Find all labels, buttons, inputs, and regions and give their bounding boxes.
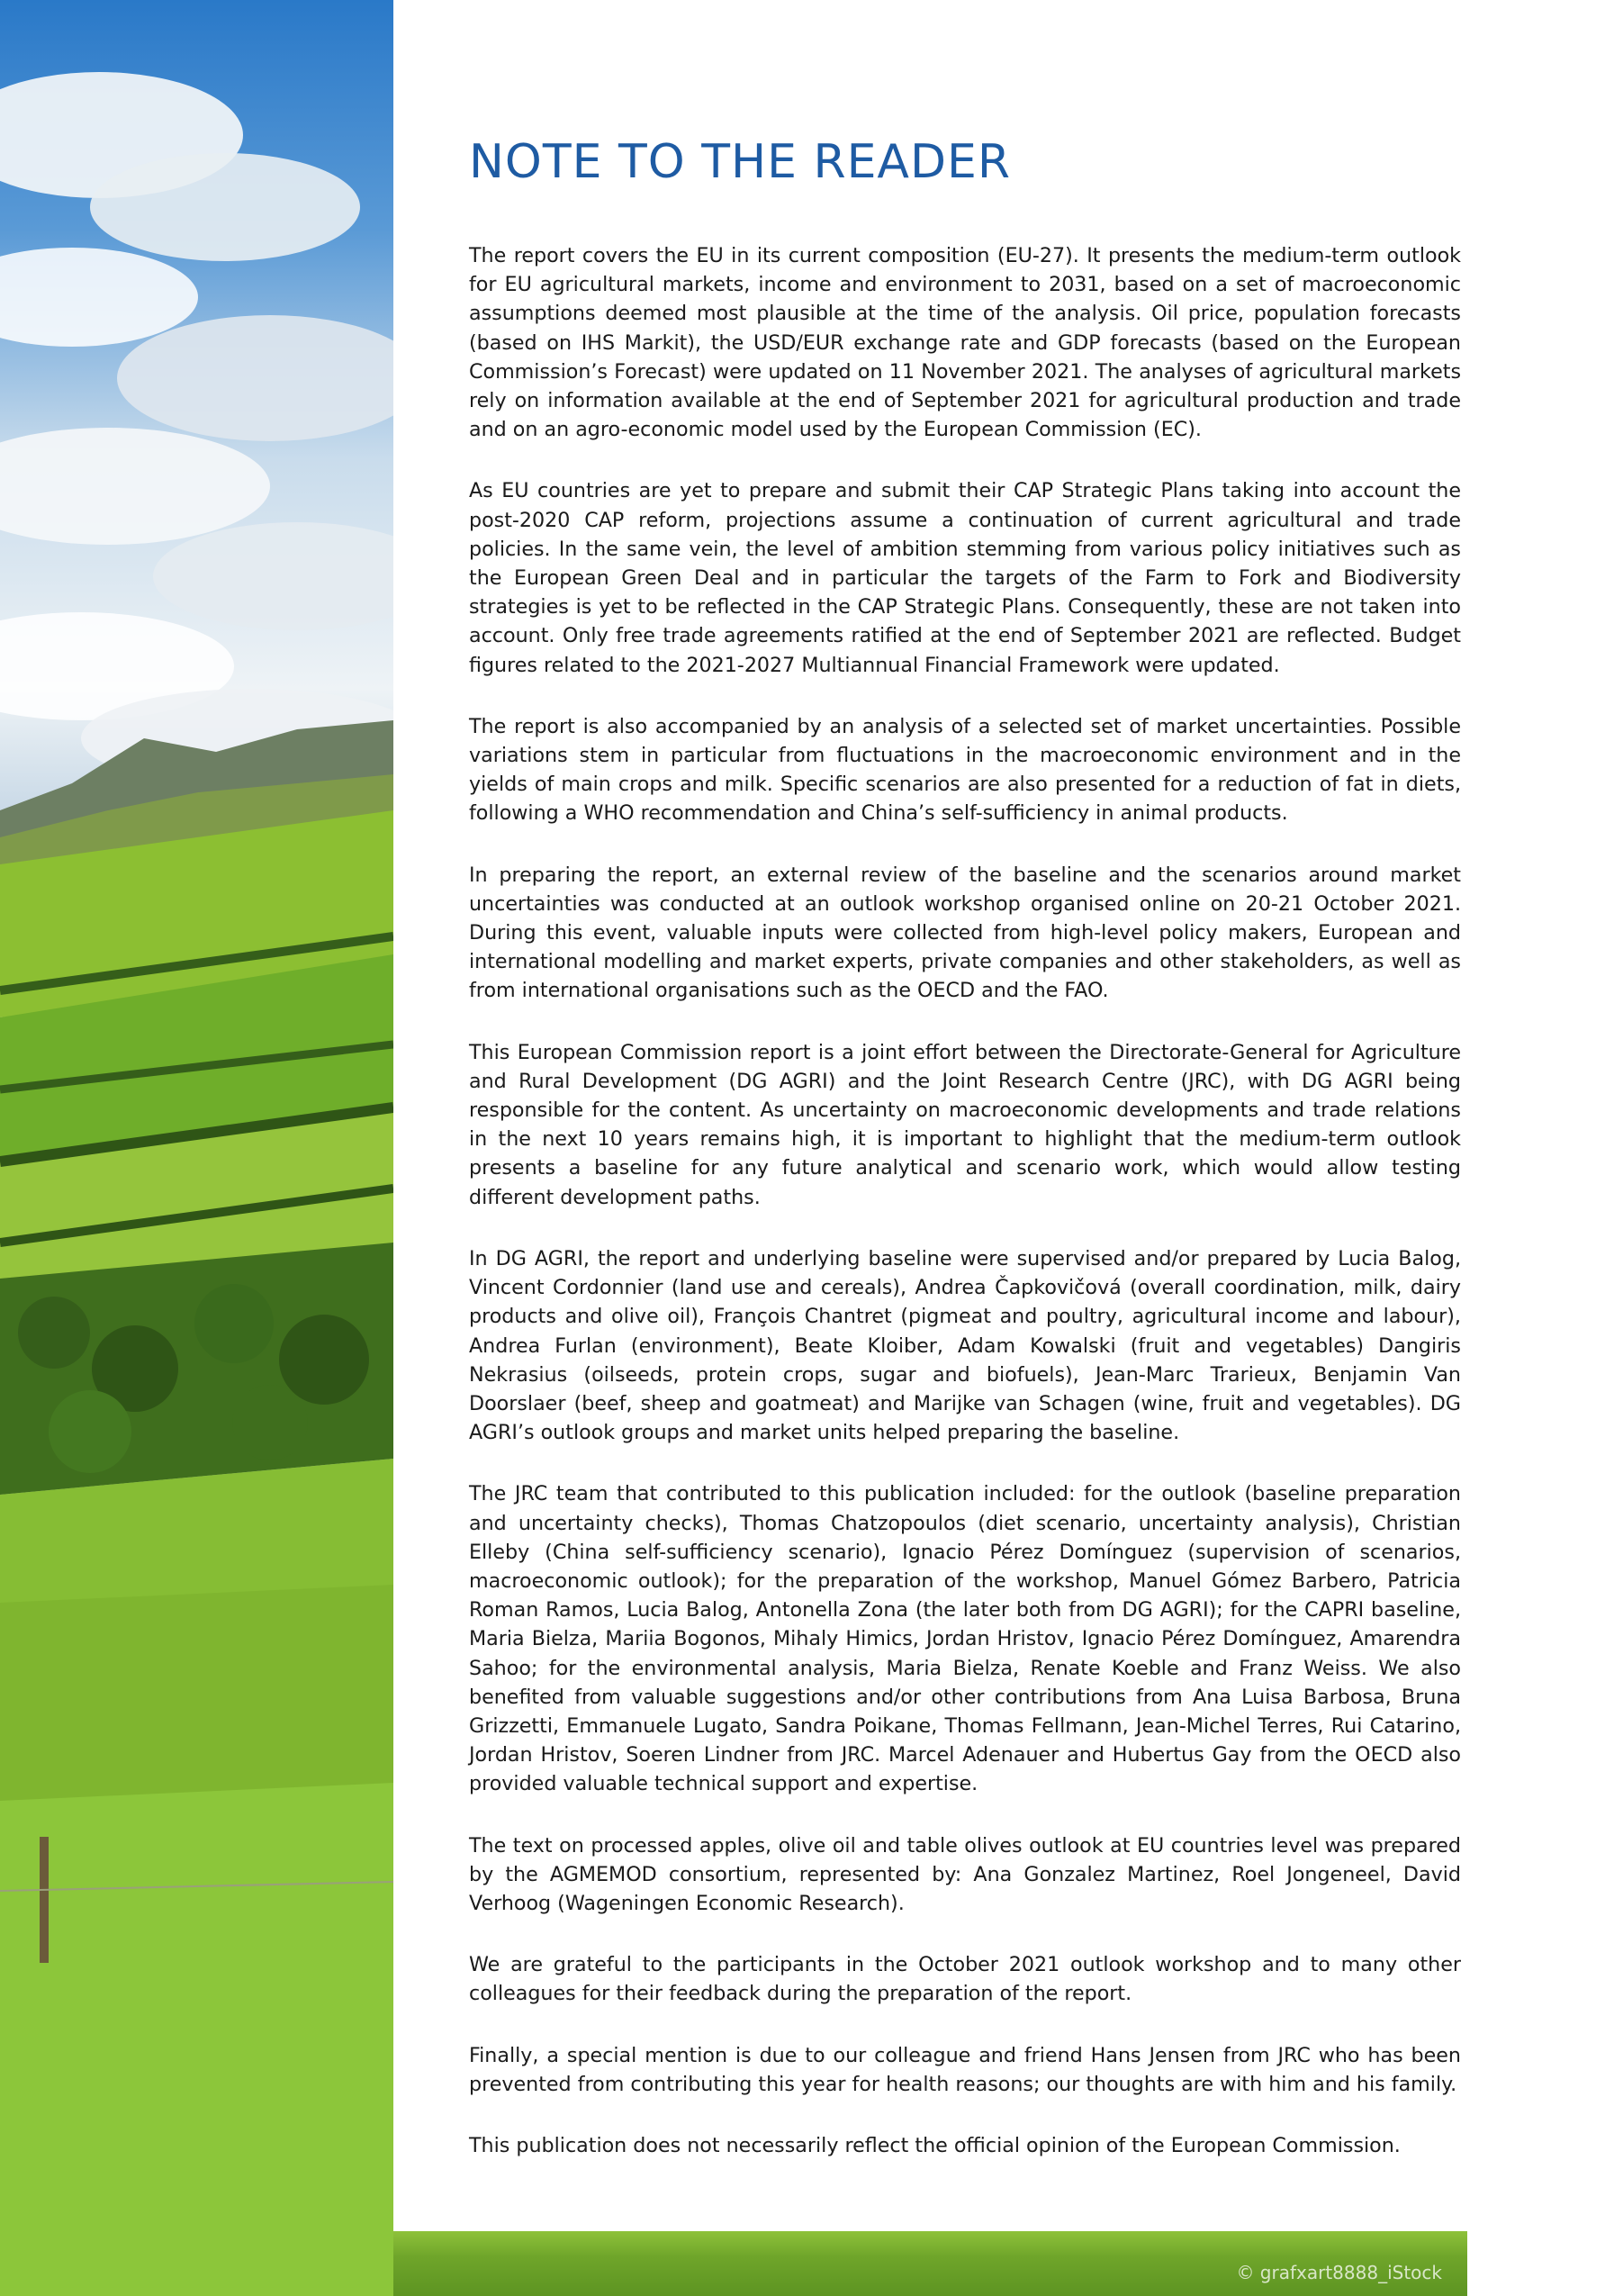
paragraph: In DG AGRI, the report and underlying baseline were supervised and/or prepared by Lucia Balog, Vincent Cordonnier (land use and cereals), Andrea Čapkovičová (overall coordination, milk, dairy products and olive oil), François Chantret (pigmeat and poultry, agricultural income and labour), Andrea Furlan (environment), Beate Kloiber, Adam Kowalski (fruit and vegetables) Dangiris Nekrasius (oilseeds, protein crops, sugar and biofuels), Jean-Marc Trarieux, Benjamin Van Doorslaer (beef, sheep and goatmeat) and Marijke van Schagen (wine, fruit and vegetables). DG AGRI’s outlook groups and market units helped preparing the baseline. xyxy=(469,1246,1461,1445)
paragraph: The text on processed apples, olive oil and table olives outlook at EU countries level was prepared by the AGMEMOD consortium, represented by: Ana Gonzalez Martinez, Roel Jongeneel, David Verhoog (Wageningen Economic Research). xyxy=(469,1833,1461,1915)
page-title: NOTE TO THE READER xyxy=(469,135,1012,189)
paragraph: The JRC team that contributed to this publication included: for the outlook (baseline preparation and uncertainty checks), Thomas Chatzopoulos (diet scenario, uncertainty analysis), Christian Elleby (China self-sufficiency scenario), Ignacio Pérez Domínguez (supervision of scenarios, macroeconomic outlook); for the preparation of the workshop, Manuel Gómez Barbero, Patricia Roman Ramos, Lucia Balog, Antonella Zona (the later both from DG AGRI); for the CAPRI baseline, Maria Bielza, Mariia Bogonos, Mihaly Himics, Jordan Hristov, Ignacio Pérez Domínguez, Amarendra Sahoo; for the environmental analysis, Maria Bielza, Renate Koeble and Franz Weiss. We also benefited from valuable suggestions and/or other contributions from Ana Luisa Barbosa, Bruna Grizzetti, Emmanuele Lugato, Sandra Poikane, Thomas Fellmann, Jean-Michel Terres, Rui Catarino, Jordan Hristov, Soeren Lindner from JRC. Marcel Adenauer and Hubertus Gay from the OECD also provided valuable technical support and expertise. xyxy=(469,1482,1461,1796)
landscape-photo xyxy=(0,0,393,2296)
paragraph: Finally, a special mention is due to our colleague and friend Hans Jensen from JRC who has been prevented from contributing this year for health reasons; our thoughts are with him and his family. xyxy=(469,2043,1461,2096)
paragraph: In preparing the report, an external review of the baseline and the scenarios around market uncertainties was conducted at an outlook workshop organised online on 20-21 October 2021. During this event, valuable inputs were collected from high-level policy makers, European and international modelling and market experts, private companies and other stakeholders, as well as from international organisations such as the OECD and the FAO. xyxy=(469,863,1461,1003)
paragraph: As EU countries are yet to prepare and submit their CAP Strategic Plans taking into account the post-2020 CAP reform, projections assume a continuation of current agricultural and trade policies. In the same vein, the level of ambition stemming from various policy initiatives such as the European Green Deal and in particular the targets of the Farm to Fork and Biodiversity strategies is yet to be reflected in the CAP Strategic Plans. Consequently, these are not taken into account. Only free trade agreements ratified at the end of September 2021 are reflected. Budget figures related to the 2021-2027 Multiannual Financial Framework were updated. xyxy=(469,479,1461,677)
landscape-illustration xyxy=(0,0,393,2296)
paragraph: The report is also accompanied by an analysis of a selected set of market uncertainties. Possible variations stem in particular from fluctuations in the macroeconomic environment and in the yields of main crops and milk. Specific scenarios are also presented for a reduction of fat in diets, following a WHO recommendation and China’s self-sufficiency in animal products. xyxy=(469,714,1461,826)
main-content xyxy=(469,135,1461,2192)
grass-strip xyxy=(393,2231,1467,2296)
photo-credit: © grafxart8888_iStock xyxy=(1236,2262,1442,2283)
paragraph: The report covers the EU in its current composition (EU-27). It presents the medium-term outlook for EU agricultural markets, income and environment to 2031, based on a set of macroeconomic assumptions deemed most plausible at the time of the analysis. Oil price, population forecasts (based on IHS Markit), the USD/EUR exchange rate and GDP forecasts (based on the European Commission’s Forecast) were updated on 11 November 2021. The analyses of agricultural markets rely on information available at the end of September 2021 for agricultural production and trade and on an agro-economic model used by the European Commission (EC). xyxy=(469,244,1461,442)
paragraph: This publication does not necessarily reflect the official opinion of the European Commission. xyxy=(469,2133,1401,2157)
paragraph: This European Commission report is a joint effort between the Directorate-General for Agriculture and Rural Development (DG AGRI) and the Joint Research Centre (JRC), with DG AGRI being responsible for the content. As uncertainty on macroeconomic developments and trade relations in the next 10 years remains high, it is important to highlight that the medium-term outlook presents a baseline for any future analytical and scenario work, which would allow testing different development paths. xyxy=(469,1040,1461,1209)
paragraph: We are grateful to the participants in the October 2021 outlook workshop and to many other colleagues for their feedback during the preparation of the report. xyxy=(469,1953,1461,2006)
